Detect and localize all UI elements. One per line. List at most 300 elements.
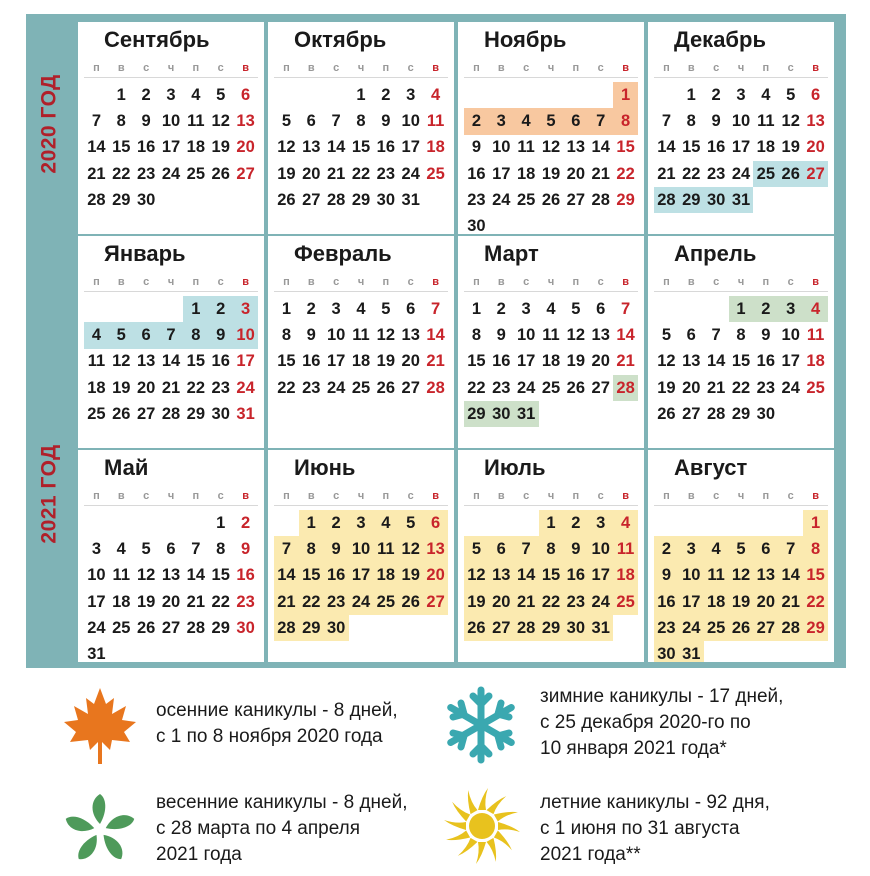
month-name: Июнь bbox=[294, 455, 356, 480]
maple-leaf-icon bbox=[60, 684, 140, 768]
day-cell: 1 bbox=[216, 513, 226, 532]
weekday-label: в bbox=[242, 276, 249, 288]
day-cell: 14 bbox=[657, 138, 676, 157]
weekday-label: ч bbox=[167, 62, 175, 74]
weekday-label: п bbox=[762, 276, 770, 288]
month-panel bbox=[268, 236, 454, 448]
weekday-label: с bbox=[143, 490, 150, 502]
day-cell: 7 bbox=[661, 111, 672, 130]
day-cell: 14 bbox=[706, 352, 726, 371]
empty-cell bbox=[299, 82, 324, 108]
empty-cell bbox=[588, 82, 613, 108]
day-cell: 24 bbox=[588, 589, 613, 615]
day-cell: 17 bbox=[326, 352, 346, 371]
day-cell: 19 bbox=[376, 352, 396, 371]
day-cell: 23 bbox=[706, 164, 726, 183]
empty-cell bbox=[159, 296, 184, 322]
weekday-header bbox=[84, 488, 258, 504]
day-cell: 30 bbox=[236, 618, 255, 637]
weekday-divider bbox=[464, 505, 638, 506]
weekday-label: п bbox=[762, 62, 770, 74]
day-cell: 6 bbox=[753, 536, 778, 562]
day-cell: 13 bbox=[489, 563, 514, 589]
empty-cell bbox=[84, 510, 109, 536]
day-cell: 22 bbox=[277, 378, 296, 397]
day-cell: 3 bbox=[489, 108, 514, 134]
month-panel bbox=[648, 236, 834, 448]
day-cell: 18 bbox=[541, 352, 561, 371]
day-cell: 11 bbox=[352, 325, 370, 344]
day-cell: 24 bbox=[781, 378, 800, 397]
day-cell: 10 bbox=[87, 566, 106, 585]
day-cell: 24 bbox=[326, 378, 346, 397]
empty-cell bbox=[109, 296, 134, 322]
day-cell: 1 bbox=[183, 296, 208, 322]
day-cell: 11 bbox=[806, 325, 825, 344]
day-cell: 2 bbox=[324, 510, 349, 536]
day-cell: 5 bbox=[729, 536, 754, 562]
day-cell: 11 bbox=[373, 536, 398, 562]
weekday-label: с bbox=[407, 276, 414, 288]
weekday-label: с bbox=[523, 490, 530, 502]
day-cell: 16 bbox=[706, 138, 726, 157]
weekday-header bbox=[274, 488, 448, 504]
weekday-divider bbox=[84, 77, 258, 78]
day-cell: 18 bbox=[426, 138, 445, 157]
day-cell: 12 bbox=[136, 566, 156, 585]
empty-cell bbox=[654, 82, 679, 108]
day-cell: 10 bbox=[781, 325, 800, 344]
empty-cell bbox=[84, 296, 109, 322]
day-cell: 26 bbox=[136, 618, 156, 637]
weekday-label: в bbox=[497, 62, 505, 74]
weekday-label: в bbox=[307, 62, 315, 74]
day-cell: 20 bbox=[161, 592, 181, 611]
day-cell: 27 bbox=[591, 378, 610, 397]
day-cell: 28 bbox=[326, 190, 346, 209]
weekday-label: п bbox=[762, 490, 770, 502]
weekday-label: в bbox=[687, 490, 695, 502]
day-cell: 18 bbox=[806, 352, 825, 371]
weekday-label: с bbox=[597, 490, 604, 502]
day-cell: 22 bbox=[186, 378, 206, 397]
day-cell: 31 bbox=[401, 190, 420, 209]
day-cell: 14 bbox=[778, 563, 803, 589]
day-cell: 31 bbox=[514, 401, 539, 427]
weekday-divider bbox=[84, 505, 258, 506]
day-cell: 23 bbox=[654, 615, 679, 641]
day-cell: 22 bbox=[803, 589, 828, 615]
day-cell: 26 bbox=[398, 589, 423, 615]
weekday-label: п bbox=[192, 62, 200, 74]
day-cell: 19 bbox=[277, 164, 296, 183]
day-cell: 5 bbox=[786, 85, 796, 104]
days-grid bbox=[84, 82, 258, 234]
day-cell: 4 bbox=[613, 510, 638, 536]
day-cell: 22 bbox=[211, 592, 230, 611]
empty-cell bbox=[324, 82, 349, 108]
day-cell: 27 bbox=[489, 615, 514, 641]
day-cell: 20 bbox=[753, 589, 778, 615]
month-name: Июль bbox=[484, 455, 546, 480]
weekday-label: с bbox=[333, 62, 340, 74]
day-cell: 1 bbox=[803, 510, 828, 536]
empty-cell bbox=[489, 82, 514, 108]
year-label-2020: 2020 ГОД bbox=[38, 74, 62, 174]
day-cell: 26 bbox=[566, 378, 586, 397]
day-cell: 23 bbox=[236, 592, 255, 611]
day-cell: 10 bbox=[349, 536, 374, 562]
day-cell: 23 bbox=[492, 378, 511, 397]
day-cell: 3 bbox=[521, 299, 531, 318]
day-cell: 17 bbox=[161, 138, 181, 157]
day-cell: 28 bbox=[186, 618, 206, 637]
day-cell: 18 bbox=[87, 378, 106, 397]
empty-cell bbox=[514, 82, 539, 108]
day-cell: 6 bbox=[563, 108, 588, 134]
weekday-label: в bbox=[622, 62, 629, 74]
day-cell: 21 bbox=[514, 589, 539, 615]
day-cell: 30 bbox=[654, 641, 679, 662]
day-cell: 8 bbox=[539, 536, 564, 562]
day-cell: 3 bbox=[406, 85, 416, 104]
day-cell: 17 bbox=[492, 164, 511, 183]
weekday-label: в bbox=[117, 490, 125, 502]
weekday-header bbox=[464, 274, 638, 290]
day-cell: 25 bbox=[516, 190, 536, 209]
day-cell: 29 bbox=[616, 190, 635, 209]
weekday-label: в bbox=[242, 490, 249, 502]
days-grid bbox=[464, 296, 638, 448]
day-cell: 17 bbox=[516, 352, 536, 371]
weekday-label: с bbox=[407, 490, 414, 502]
day-cell: 19 bbox=[566, 352, 586, 371]
day-cell: 28 bbox=[654, 187, 679, 213]
weekday-label: ч bbox=[357, 490, 365, 502]
weekday-label: с bbox=[333, 276, 340, 288]
day-cell: 5 bbox=[464, 536, 489, 562]
day-cell: 5 bbox=[109, 322, 134, 348]
weekday-label: с bbox=[597, 62, 604, 74]
day-cell: 27 bbox=[302, 190, 321, 209]
legend-spring-text: весенние каникулы - 8 дней, с 28 марта по 4 апреля 2021 года bbox=[156, 792, 408, 865]
day-cell: 25 bbox=[186, 164, 206, 183]
day-cell: 20 bbox=[591, 352, 610, 371]
day-cell: 7 bbox=[430, 299, 441, 318]
day-cell: 9 bbox=[306, 325, 316, 344]
day-cell: 26 bbox=[112, 404, 131, 423]
empty-cell bbox=[778, 510, 803, 536]
snowflake-icon bbox=[440, 684, 522, 766]
empty-cell bbox=[159, 510, 184, 536]
day-cell: 23 bbox=[376, 164, 396, 183]
weekday-label: в bbox=[117, 276, 125, 288]
day-cell: 8 bbox=[613, 108, 638, 134]
day-cell: 21 bbox=[274, 589, 299, 615]
day-cell: 21 bbox=[657, 164, 676, 183]
day-cell: 6 bbox=[166, 539, 176, 558]
month-panel bbox=[648, 450, 834, 662]
day-cell: 18 bbox=[351, 352, 371, 371]
day-cell: 1 bbox=[356, 85, 366, 104]
month-name: Март bbox=[484, 241, 539, 266]
day-cell: 6 bbox=[406, 299, 416, 318]
day-cell: 21 bbox=[426, 352, 445, 371]
weekday-label: ч bbox=[737, 62, 745, 74]
weekday-label: в bbox=[497, 490, 505, 502]
day-cell: 20 bbox=[682, 378, 701, 397]
day-cell: 12 bbox=[781, 111, 800, 130]
day-cell: 8 bbox=[686, 111, 696, 130]
weekday-label: в bbox=[622, 276, 629, 288]
day-cell: 11 bbox=[517, 138, 535, 157]
day-cell: 2 bbox=[711, 85, 721, 104]
day-cell: 7 bbox=[159, 322, 184, 348]
day-cell: 27 bbox=[236, 164, 255, 183]
weekday-divider bbox=[274, 77, 448, 78]
day-cell: 25 bbox=[112, 618, 131, 637]
day-cell: 24 bbox=[492, 190, 511, 209]
day-cell: 4 bbox=[116, 539, 126, 558]
day-cell: 24 bbox=[516, 378, 536, 397]
day-cell: 9 bbox=[563, 536, 588, 562]
day-cell: 15 bbox=[803, 563, 828, 589]
empty-cell bbox=[704, 510, 729, 536]
day-cell: 26 bbox=[376, 378, 396, 397]
month-name: Февраль bbox=[294, 241, 392, 266]
weekday-label: п bbox=[663, 276, 670, 288]
month-name: Декабрь bbox=[674, 27, 766, 52]
day-cell: 9 bbox=[240, 539, 251, 558]
empty-cell bbox=[704, 296, 729, 322]
weekday-header bbox=[464, 488, 638, 504]
day-cell: 17 bbox=[349, 563, 374, 589]
empty-cell bbox=[134, 510, 159, 536]
day-cell: 23 bbox=[756, 378, 776, 397]
day-cell: 23 bbox=[302, 378, 321, 397]
legend-summer-text: летние каникулы - 92 дня, с 1 июня по 31 августа 2021 года** bbox=[540, 792, 770, 865]
day-cell: 4 bbox=[84, 322, 109, 348]
day-cell: 4 bbox=[514, 108, 539, 134]
day-cell: 7 bbox=[588, 108, 613, 134]
day-cell: 10 bbox=[326, 325, 346, 344]
day-cell: 12 bbox=[398, 536, 423, 562]
month-name: Апрель bbox=[674, 241, 757, 266]
day-cell: 4 bbox=[704, 536, 729, 562]
days-grid bbox=[84, 296, 258, 448]
day-cell: 30 bbox=[704, 187, 729, 213]
weekday-label: п bbox=[473, 276, 480, 288]
day-cell: 28 bbox=[706, 404, 726, 423]
legend-winter-text: зимние каникулы - 17 дней, с 25 декабря 2020-го по 10 января 2021 года* bbox=[540, 686, 784, 759]
day-cell: 13 bbox=[682, 352, 701, 371]
day-cell: 5 bbox=[216, 85, 226, 104]
empty-cell bbox=[84, 82, 109, 108]
day-cell: 28 bbox=[613, 375, 638, 401]
day-cell: 29 bbox=[186, 404, 206, 423]
day-cell: 16 bbox=[563, 563, 588, 589]
day-cell: 1 bbox=[299, 510, 324, 536]
day-cell: 18 bbox=[516, 164, 536, 183]
day-cell: 11 bbox=[613, 536, 638, 562]
empty-cell bbox=[134, 296, 159, 322]
day-cell: 25 bbox=[541, 378, 561, 397]
empty-cell bbox=[274, 82, 299, 108]
weekday-label: с bbox=[787, 62, 794, 74]
day-cell: 17 bbox=[87, 592, 106, 611]
weekday-label: в bbox=[812, 276, 819, 288]
days-grid bbox=[464, 82, 638, 234]
day-cell: 27 bbox=[566, 190, 586, 209]
day-cell: 14 bbox=[186, 566, 206, 585]
weekday-label: ч bbox=[547, 490, 555, 502]
day-cell: 26 bbox=[277, 190, 296, 209]
weekday-label: ч bbox=[737, 490, 745, 502]
day-cell: 15 bbox=[682, 138, 701, 157]
day-cell: 13 bbox=[136, 352, 156, 371]
weekday-header bbox=[274, 60, 448, 76]
day-cell: 3 bbox=[778, 296, 803, 322]
weekday-label: в bbox=[497, 276, 505, 288]
empty-cell bbox=[514, 510, 539, 536]
day-cell: 8 bbox=[471, 325, 482, 344]
day-cell: 23 bbox=[467, 190, 486, 209]
day-cell: 25 bbox=[704, 615, 729, 641]
day-cell: 19 bbox=[136, 592, 156, 611]
day-cell: 30 bbox=[324, 615, 349, 641]
day-cell: 14 bbox=[326, 138, 346, 157]
day-cell: 15 bbox=[351, 138, 371, 157]
empty-cell bbox=[563, 82, 588, 108]
weekday-label: ч bbox=[167, 276, 175, 288]
day-cell: 29 bbox=[679, 187, 704, 213]
month-panel bbox=[268, 22, 454, 234]
day-cell: 28 bbox=[778, 615, 803, 641]
day-cell: 21 bbox=[616, 352, 635, 371]
day-cell: 3 bbox=[736, 85, 746, 104]
day-cell: 6 bbox=[134, 322, 159, 348]
day-cell: 13 bbox=[753, 563, 778, 589]
weekday-label: с bbox=[713, 276, 720, 288]
day-cell: 25 bbox=[613, 589, 638, 615]
day-cell: 22 bbox=[299, 589, 324, 615]
day-cell: 7 bbox=[514, 536, 539, 562]
day-cell: 14 bbox=[591, 138, 610, 157]
day-cell: 1 bbox=[539, 510, 564, 536]
day-cell: 16 bbox=[324, 563, 349, 589]
day-cell: 16 bbox=[492, 352, 511, 371]
weekday-label: п bbox=[572, 62, 580, 74]
day-cell: 7 bbox=[91, 111, 102, 130]
day-cell: 2 bbox=[208, 296, 233, 322]
day-cell: 25 bbox=[351, 378, 371, 397]
weekday-label: с bbox=[333, 490, 340, 502]
day-cell: 31 bbox=[588, 615, 613, 641]
weekday-label: с bbox=[217, 490, 224, 502]
day-cell: 3 bbox=[331, 299, 341, 318]
day-cell: 22 bbox=[682, 164, 701, 183]
day-cell: 9 bbox=[471, 138, 482, 157]
day-cell: 13 bbox=[566, 138, 586, 157]
day-cell: 4 bbox=[430, 85, 441, 104]
day-cell: 8 bbox=[116, 111, 126, 130]
day-cell: 8 bbox=[803, 536, 828, 562]
day-cell: 28 bbox=[161, 404, 181, 423]
day-cell: 30 bbox=[756, 404, 776, 423]
weekday-divider bbox=[464, 77, 638, 78]
day-cell: 15 bbox=[277, 352, 296, 371]
day-cell: 25 bbox=[373, 589, 398, 615]
weekday-label: п bbox=[283, 62, 290, 74]
day-cell: 9 bbox=[654, 563, 679, 589]
day-cell: 29 bbox=[803, 615, 828, 641]
month-panel bbox=[458, 450, 644, 662]
day-cell: 26 bbox=[464, 615, 489, 641]
weekday-label: с bbox=[787, 490, 794, 502]
day-cell: 3 bbox=[166, 85, 176, 104]
day-cell: 9 bbox=[711, 111, 721, 130]
day-cell: 6 bbox=[596, 299, 606, 318]
day-cell: 17 bbox=[679, 589, 704, 615]
day-cell: 10 bbox=[401, 111, 420, 130]
day-cell: 21 bbox=[186, 592, 206, 611]
day-cell: 12 bbox=[376, 325, 396, 344]
day-cell: 6 bbox=[423, 510, 448, 536]
month-name: Сентябрь bbox=[104, 27, 210, 52]
weekday-label: в bbox=[307, 490, 315, 502]
weekday-label: в bbox=[117, 62, 125, 74]
day-cell: 24 bbox=[87, 618, 106, 637]
day-cell: 29 bbox=[211, 618, 230, 637]
day-cell: 13 bbox=[423, 536, 448, 562]
empty-cell bbox=[183, 510, 208, 536]
empty-cell bbox=[464, 82, 489, 108]
empty-cell bbox=[464, 510, 489, 536]
empty-cell bbox=[539, 82, 564, 108]
day-cell: 29 bbox=[299, 615, 324, 641]
day-cell: 26 bbox=[778, 161, 803, 187]
day-cell: 12 bbox=[211, 111, 230, 130]
day-cell: 11 bbox=[757, 111, 775, 130]
day-cell: 11 bbox=[187, 111, 205, 130]
weekday-divider bbox=[274, 291, 448, 292]
weekday-divider bbox=[654, 505, 828, 506]
day-cell: 20 bbox=[489, 589, 514, 615]
weekday-label: п bbox=[93, 490, 100, 502]
day-cell: 27 bbox=[423, 589, 448, 615]
day-cell: 28 bbox=[426, 378, 445, 397]
day-cell: 18 bbox=[112, 592, 131, 611]
day-cell: 14 bbox=[274, 563, 299, 589]
weekday-label: п bbox=[473, 62, 480, 74]
day-cell: 6 bbox=[686, 325, 696, 344]
day-cell: 15 bbox=[211, 566, 230, 585]
day-cell: 5 bbox=[381, 299, 391, 318]
weekday-header bbox=[654, 488, 828, 504]
days-grid bbox=[654, 296, 828, 448]
day-cell: 27 bbox=[136, 404, 156, 423]
day-cell: 17 bbox=[781, 352, 800, 371]
weekday-label: в bbox=[812, 62, 819, 74]
weekday-label: в bbox=[432, 276, 439, 288]
month-panel bbox=[78, 22, 264, 234]
weekday-label: п bbox=[572, 276, 580, 288]
day-cell: 3 bbox=[91, 539, 102, 558]
weekday-label: с bbox=[713, 62, 720, 74]
day-cell: 17 bbox=[588, 563, 613, 589]
day-cell: 15 bbox=[299, 563, 324, 589]
day-cell: 17 bbox=[236, 352, 255, 371]
